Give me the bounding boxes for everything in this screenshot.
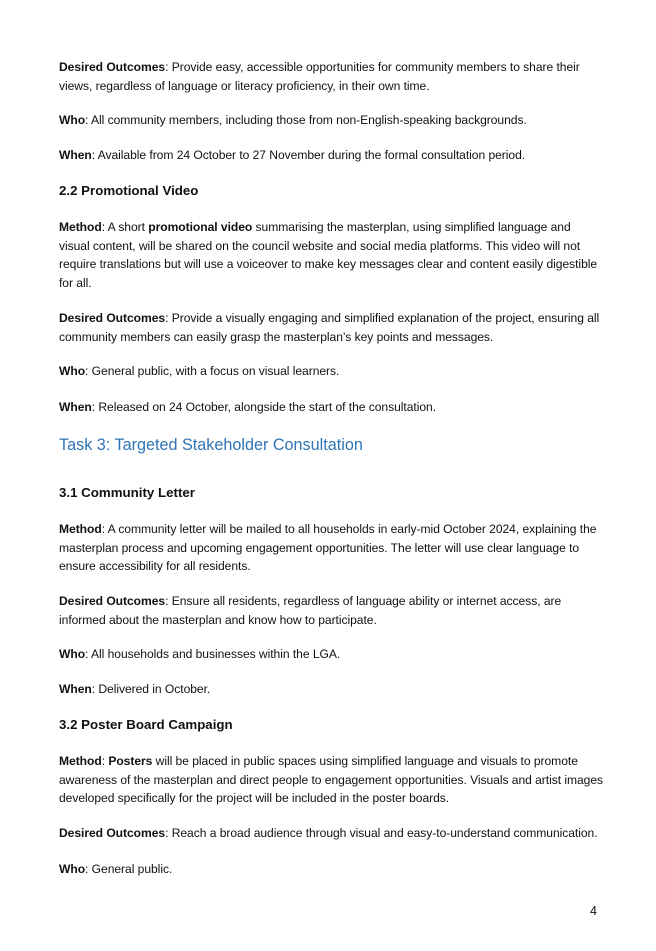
- heading-2-2: 2.2 Promotional Video: [59, 183, 199, 198]
- s22-desired-outcomes: Desired Outcomes: Provide a visually engaging and simplified explanation of the project, ensuring all community members can easily grasp the masterplan’s key points and messages.: [59, 311, 600, 344]
- s21-when: When: Available from 24 October to 27 November during the formal consultation period.: [59, 148, 526, 162]
- s31-who: Who: All households and businesses within the LGA.: [59, 647, 341, 661]
- s31-desired-outcomes: Desired Outcomes: Ensure all residents, regardless of language ability or internet access, are informed about the masterplan and know how to participate.: [59, 594, 562, 627]
- s31-method: Method: A community letter will be mailed to all households in early-mid October 2024, explaining the masterplan process and upcoming engagement opportunities. The letter will use clear language to ensure accessibility for all residents.: [59, 522, 597, 574]
- s32-who: Who: General public.: [59, 862, 173, 876]
- s22-method: Method: A short promotional video summarising the masterplan, using simplified language and visual content, will be shared on the council website and social media platforms. This video will not require translations but will use a voiceover to make key messages clear and content easily digestible for all.: [59, 220, 598, 290]
- page-number: 4: [590, 904, 597, 918]
- s22-who: Who: General public, with a focus on visual learners.: [59, 364, 340, 378]
- s32-method: Method: Posters will be placed in public spaces using simplified language and visuals to promote awareness of the masterplan and direct people to engagement opportunities. Visuals and artist images developed specifically for the project will be included in the poster boards.: [59, 754, 604, 806]
- s32-desired-outcomes: Desired Outcomes: Reach a broad audience through visual and easy-to-understand communication.: [59, 826, 598, 840]
- s31-when: When: Delivered in October.: [59, 682, 211, 696]
- s21-desired-outcomes: Desired Outcomes: Provide easy, accessible opportunities for community members to share their views, regardless of language or literacy proficiency, in their own time.: [59, 60, 580, 93]
- heading-3-2: 3.2 Poster Board Campaign: [59, 717, 233, 732]
- heading-3-1: 3.1 Community Letter: [59, 485, 195, 500]
- heading-task-3: Task 3: Targeted Stakeholder Consultation: [59, 436, 363, 454]
- s21-who: Who: All community members, including those from non-English-speaking backgrounds.: [59, 113, 527, 127]
- s22-when: When: Released on 24 October, alongside the start of the consultation.: [59, 400, 437, 414]
